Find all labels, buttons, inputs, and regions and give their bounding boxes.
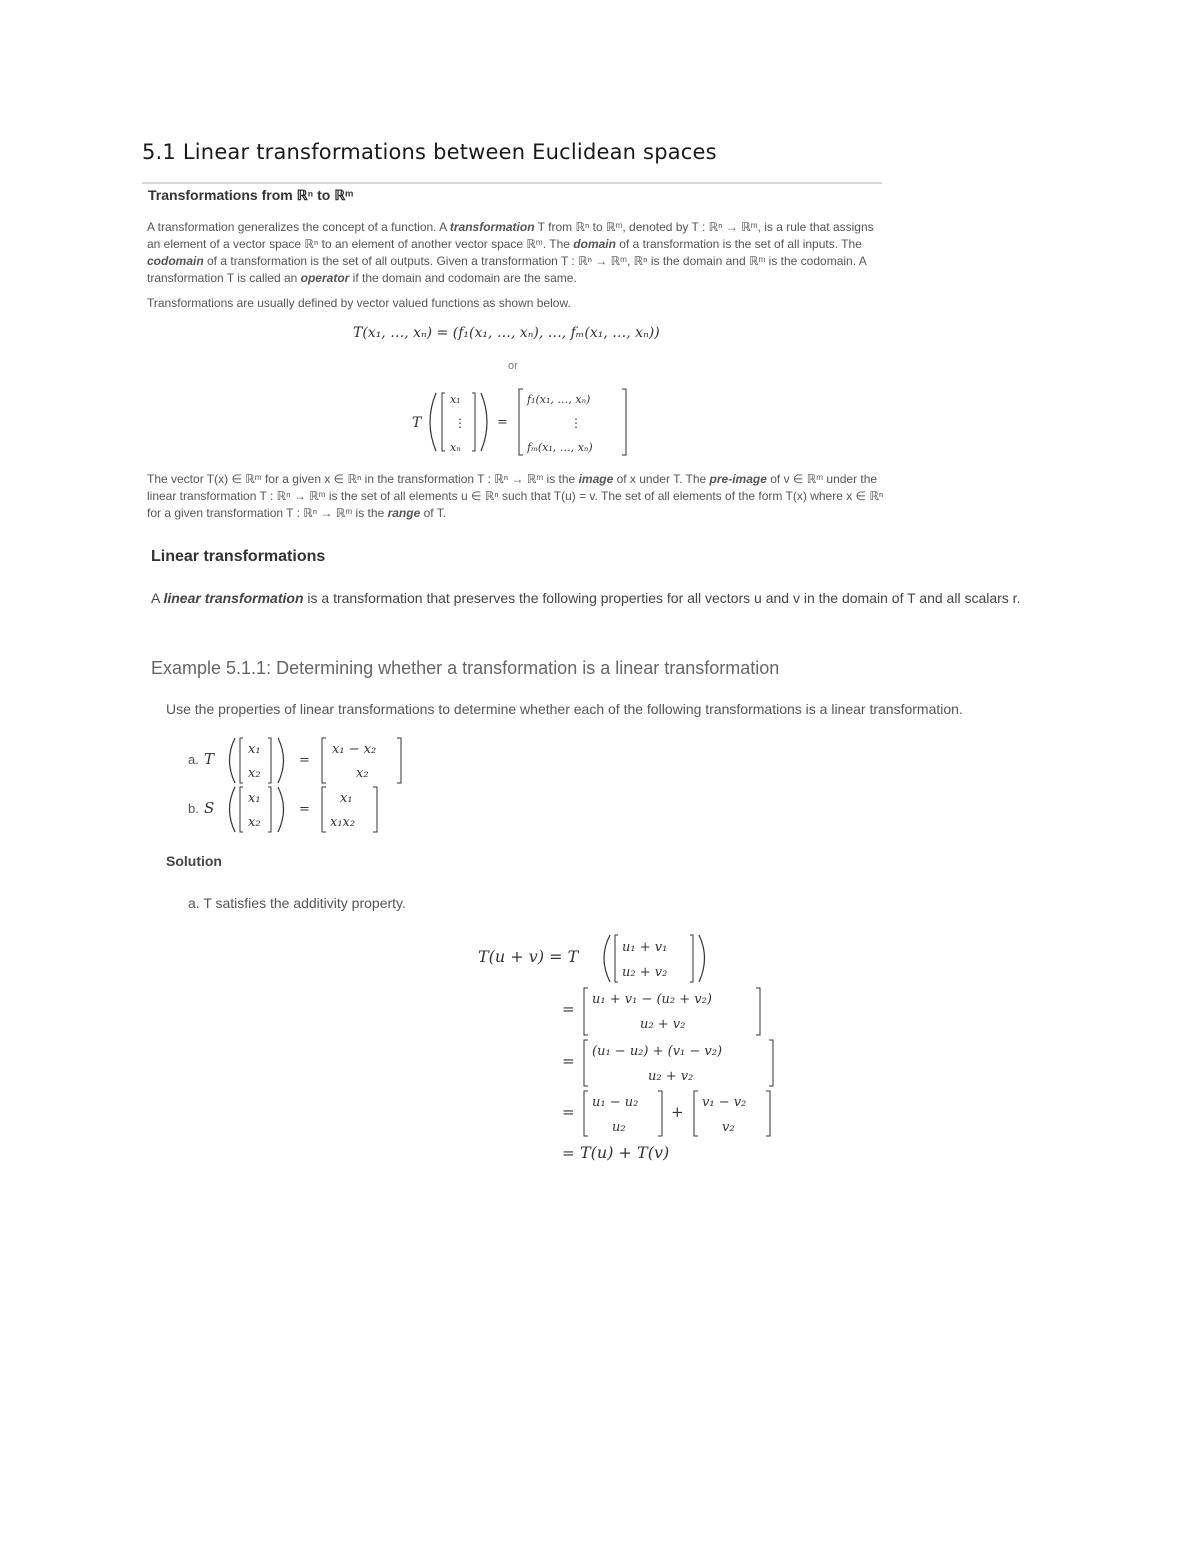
u1v1: u₁ + v₁	[622, 940, 668, 955]
a-top: x₁ − x₂	[332, 742, 377, 757]
x2: x₂	[356, 766, 369, 781]
text-run: of T.	[420, 506, 447, 520]
row3-top: (u₁ − u₂) + (v₁ − v₂)	[592, 1044, 723, 1059]
example-title: Example 5.1.1: Determining whether a transformation is a linear transformation	[151, 658, 780, 678]
paren-left	[230, 787, 236, 832]
item-a-label: a.	[188, 752, 199, 767]
term-range: range	[387, 506, 421, 520]
bracket-left	[615, 935, 618, 982]
equals-sign: =	[299, 802, 310, 817]
term-image: image	[578, 472, 614, 486]
additivity-derivation	[470, 930, 790, 1170]
bracket-left	[240, 738, 243, 783]
text-run: of a transformation is the set of all inputs. The	[615, 237, 862, 251]
bracket-right	[658, 1091, 662, 1136]
bracket-left	[322, 738, 326, 783]
transformation-definition-paragraph	[147, 219, 882, 287]
t-symbol: T	[412, 415, 422, 431]
bracket-left	[584, 1040, 588, 1086]
bracket-left	[694, 1091, 698, 1136]
u2v2: u₂ + v₂	[622, 965, 668, 980]
or-text: or	[508, 360, 518, 372]
plus-sign: +	[671, 1103, 684, 1121]
page-title: 5.1 Linear transformations between Euclidean spaces	[142, 140, 717, 164]
bracket-right	[690, 935, 693, 982]
x1: x₁	[248, 742, 261, 757]
equals-sign: =	[497, 415, 508, 430]
example-prompt: Use the properties of linear transformations to determine whether each of the following transformations is a linear transformation.	[166, 701, 963, 717]
vector-valued-paragraph: Transformations are usually defined by vector valued functions as shown below.	[147, 296, 571, 310]
image-preimage-paragraph	[147, 471, 887, 522]
x2: x₂	[248, 766, 261, 781]
text-run: of v ∈ ℝᵐ under the linear transformation T : ℝⁿ → ℝᵐ is the set of all elements u ∈ ℝⁿ such that T(u) = v. The set of all elements of the form T(x) where x ∈ ℝⁿ for a given transformation T : ℝⁿ → ℝᵐ is the	[147, 472, 884, 520]
item-b-label: b.	[188, 801, 199, 816]
x1: x₁	[248, 791, 261, 806]
bracket-right	[769, 1040, 773, 1086]
row4-right-top: v₁ − v₂	[702, 1095, 747, 1110]
example-transformations	[180, 733, 420, 839]
text-run: is a transformation that preserves the following properties for all vectors u and v in the domain of T and all scalars r.	[303, 590, 1021, 606]
x1: x₁	[340, 791, 353, 806]
term-codomain: codomain	[147, 254, 204, 268]
text-run: The vector T(x) ∈ ℝᵐ for a given x ∈ ℝⁿ in the transformation T : ℝⁿ → ℝᵐ is the	[147, 472, 579, 486]
linear-transformation-definition	[151, 588, 1021, 609]
equals-sign: =	[299, 753, 310, 768]
equals-sign: =	[562, 1052, 575, 1070]
bracket-right	[373, 787, 377, 832]
bracket-right	[766, 1091, 770, 1136]
bracket-left	[519, 389, 523, 455]
text-run: if the domain and codomain are the same.	[349, 271, 577, 285]
text-run: A	[151, 590, 164, 606]
bracket-right	[397, 738, 401, 783]
final-result: T(u) + T(v)	[580, 1143, 670, 1162]
term-linear-transformation: linear transformation	[163, 590, 304, 606]
equation-tuple-form: T(x₁, …, xₙ) = (f₁(x₁, …, xₙ), …, fₘ(x₁, …, xₙ))	[353, 325, 660, 341]
s-symbol: S	[204, 799, 215, 817]
section-divider	[142, 182, 882, 184]
t-symbol: T	[204, 750, 215, 768]
paren-left	[230, 738, 236, 783]
text-run: T from ℝⁿ to ℝᵐ, denoted by T : ℝⁿ → ℝᵐ, is a rule that assigns an element of a vector space ℝⁿ to an element of another vector space ℝᵐ. The	[147, 220, 874, 251]
bracket-right	[622, 389, 626, 455]
section-heading-linear-transformations: Linear transformations	[151, 548, 326, 565]
bracket-left	[240, 787, 243, 832]
section-heading-transformations: Transformations from ℝⁿ to ℝᵐ	[148, 187, 354, 203]
paren-right	[481, 393, 487, 451]
equals-sign: =	[562, 1103, 575, 1121]
bracket-right	[756, 988, 760, 1035]
text-run: A transformation generalizes the concept of a function. A	[147, 220, 450, 234]
equals-sign: =	[562, 1000, 575, 1018]
paren-right	[278, 738, 284, 783]
row4-left-bottom: u₂	[612, 1120, 626, 1135]
col-x1: x₁	[450, 393, 461, 406]
lhs: T(u + v) = T	[478, 947, 579, 966]
row4-right-bottom: v₂	[722, 1120, 735, 1135]
row2-bottom: u₂ + v₂	[640, 1017, 686, 1032]
paren-right	[278, 787, 284, 832]
bracket-left	[584, 988, 588, 1035]
bracket-left	[442, 393, 445, 451]
text-run: of x under T. The	[613, 472, 710, 486]
solution-heading: Solution	[166, 853, 222, 869]
bracket-right	[268, 738, 271, 783]
col-xn: xₙ	[450, 441, 461, 454]
term-transformation: transformation	[449, 220, 535, 234]
row4-left-top: u₁ − u₂	[592, 1095, 639, 1110]
term-domain: domain	[573, 237, 616, 251]
term-pre-image: pre-image	[709, 472, 767, 486]
solution-a-text: a. T satisfies the additivity property.	[188, 895, 406, 911]
bracket-left	[322, 787, 326, 832]
text-run: of a transformation is the set of all outputs. Given a transformation T : ℝⁿ → ℝᵐ, ℝⁿ is the domain and ℝᵐ is the codomain. A transformation T is called an	[147, 254, 867, 285]
col-dots: ⋮	[570, 416, 582, 430]
term-operator: operator	[300, 271, 350, 285]
bracket-left	[584, 1091, 588, 1136]
col-fm: fₘ(x₁, …, xₙ)	[527, 441, 593, 454]
bracket-right	[268, 787, 271, 832]
paren-left	[604, 935, 610, 982]
paren-left	[430, 393, 436, 451]
row2-top: u₁ + v₁ − (u₂ + v₂)	[592, 992, 712, 1007]
col-dots: ⋮	[454, 416, 466, 430]
row3-bottom: u₂ + v₂	[648, 1069, 694, 1084]
equation-matrix-form	[400, 385, 640, 460]
equals-sign: =	[562, 1144, 575, 1162]
col-f1: f₁(x₁, …, xₙ)	[527, 393, 591, 406]
paren-right	[699, 935, 705, 982]
x2: x₂	[248, 815, 261, 830]
bracket-right	[472, 393, 475, 451]
b-bottom: x₁x₂	[330, 815, 356, 830]
